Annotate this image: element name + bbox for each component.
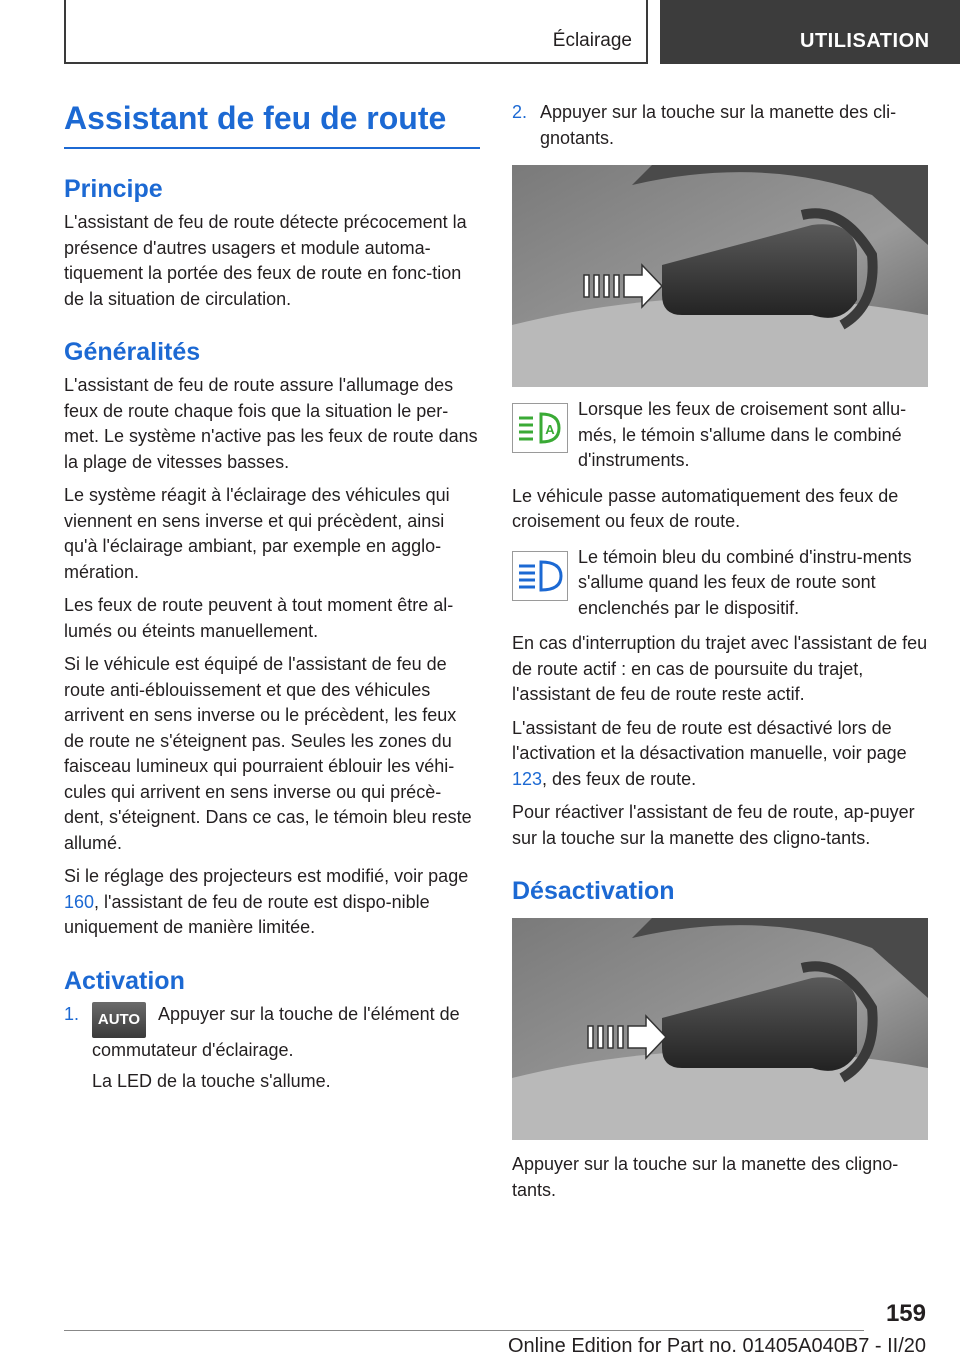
right-column [512, 100, 930, 1211]
desactivation-text: Appuyer sur la touche sur la manette des cligno-tants. [512, 1154, 899, 1200]
svg-text:A: A [545, 422, 555, 437]
generalites-p5-after: , l'assistant de feu de route est dispo-nible uniquement de manière limitée. [64, 891, 430, 937]
step-1-text: Appuyer sur la touche de l'élément de commutateur d'éclairage. [92, 1003, 460, 1060]
indicator-blue-text: Le témoin bleu du combiné d'instru-ments s'allume quand les feux de route sont enclenchés par le dispositif. [578, 546, 912, 618]
turn-signal-lever-photo [512, 165, 928, 387]
indicator-green-row [512, 397, 930, 474]
generalites-p4: Si le véhicule est équipé de l'assistant de feu de route anti-éblouissement et que des véhicules arrivent en sens inverse ou le précèdent, les feux de route ne s'éteignent pas. Seules les zones du faisceau lumineux qui pourraient éblouir les véhi-cules qui arrivent en sens inverse ou qui précè-dent, s'éteignent. Dans ce cas, le témoin bleu reste allumé. [64, 654, 472, 853]
page-title: Assistant de feu de route [64, 100, 480, 149]
deactivate-before: L'assistant de feu de route est désactivé lors de l'activation et la désactivation manuelle, voir page [512, 717, 907, 763]
generalites-p1: L'assistant de feu de route assure l'allumage des feux de route chaque fois que la situation le per-met. Le système n'active pas les feux de route dans la plage de vitesses basses. [64, 375, 478, 472]
heading-activation: Activation [64, 966, 185, 995]
left-column [64, 100, 480, 1103]
page-link-160[interactable]: 160 [64, 891, 95, 912]
principe-text: L'assistant de feu de route détecte précocement la présence d'autres usagers et module automa-tiquement la portée des feux de route en fonc-tion de la situation de circulation. [64, 212, 467, 309]
high-beam-assistant-green-icon [512, 403, 568, 453]
chapter-title: UTILISATION [800, 30, 930, 52]
turn-signal-lever-photo-2 [512, 918, 928, 1140]
step-2-number: 2. [512, 102, 528, 122]
heading-desactivation: Désactivation [512, 877, 675, 905]
high-beam-blue-icon [512, 551, 568, 601]
footer-divider [64, 1330, 864, 1331]
deactivate-text [512, 716, 930, 793]
generalites-p2: Le système réagit à l'éclairage des véhicules qui viennent en sens inverse et qui précèdent, ainsi qu'à l'éclairage ambiant, par exemple en agglo-mération. [64, 485, 450, 582]
heading-principe: Principe [64, 175, 163, 203]
step-2 [512, 100, 930, 151]
reactivate-text: Pour réactiver l'assistant de feu de route, ap-puyer sur la touche sur la manette des cligno-tants. [512, 802, 915, 848]
step-1-number: 1. [64, 1003, 80, 1024]
interrupt-text: En cas d'interruption du trajet avec l'assistant de feu de route actif : en cas de poursuite du trajet, l'assistant de feu de route reste actif. [512, 633, 928, 704]
step-2-text: Appuyer sur la touche sur la manette des cli-gnotants. [540, 102, 897, 148]
heading-generalites: Généralités [64, 338, 201, 366]
step-1 [64, 1002, 480, 1095]
indicator-green-text: Lorsque les feux de croisement sont allu-més, le témoin s'allume dans le combiné d'instruments. [578, 399, 907, 470]
header-chapter-box [660, 0, 960, 64]
generalites-p5-before: Si le réglage des projecteurs est modifié, voir page [64, 866, 469, 886]
indicator-blue-row [512, 545, 930, 622]
generalites-p5 [64, 864, 480, 941]
auto-switch-text: Le véhicule passe automatiquement des feux de croisement ou feux de route. [512, 485, 899, 531]
generalites-p3: Les feux de route peuvent à tout moment être al-lumés ou éteints manuellement. [64, 595, 454, 641]
page-link-123[interactable]: 123 [512, 768, 543, 789]
header-section-box [64, 0, 648, 64]
deactivate-after: , des feux de route. [542, 768, 697, 789]
step-1-sub: La LED de la touche s'allume. [92, 1071, 331, 1091]
auto-button-icon: AUTO [92, 1002, 146, 1038]
section-title: Éclairage [552, 30, 632, 51]
page-number: 159 [885, 1300, 926, 1327]
footer-edition: Online Edition for Part no. 01405A040B7 - II/20 [507, 1335, 926, 1357]
